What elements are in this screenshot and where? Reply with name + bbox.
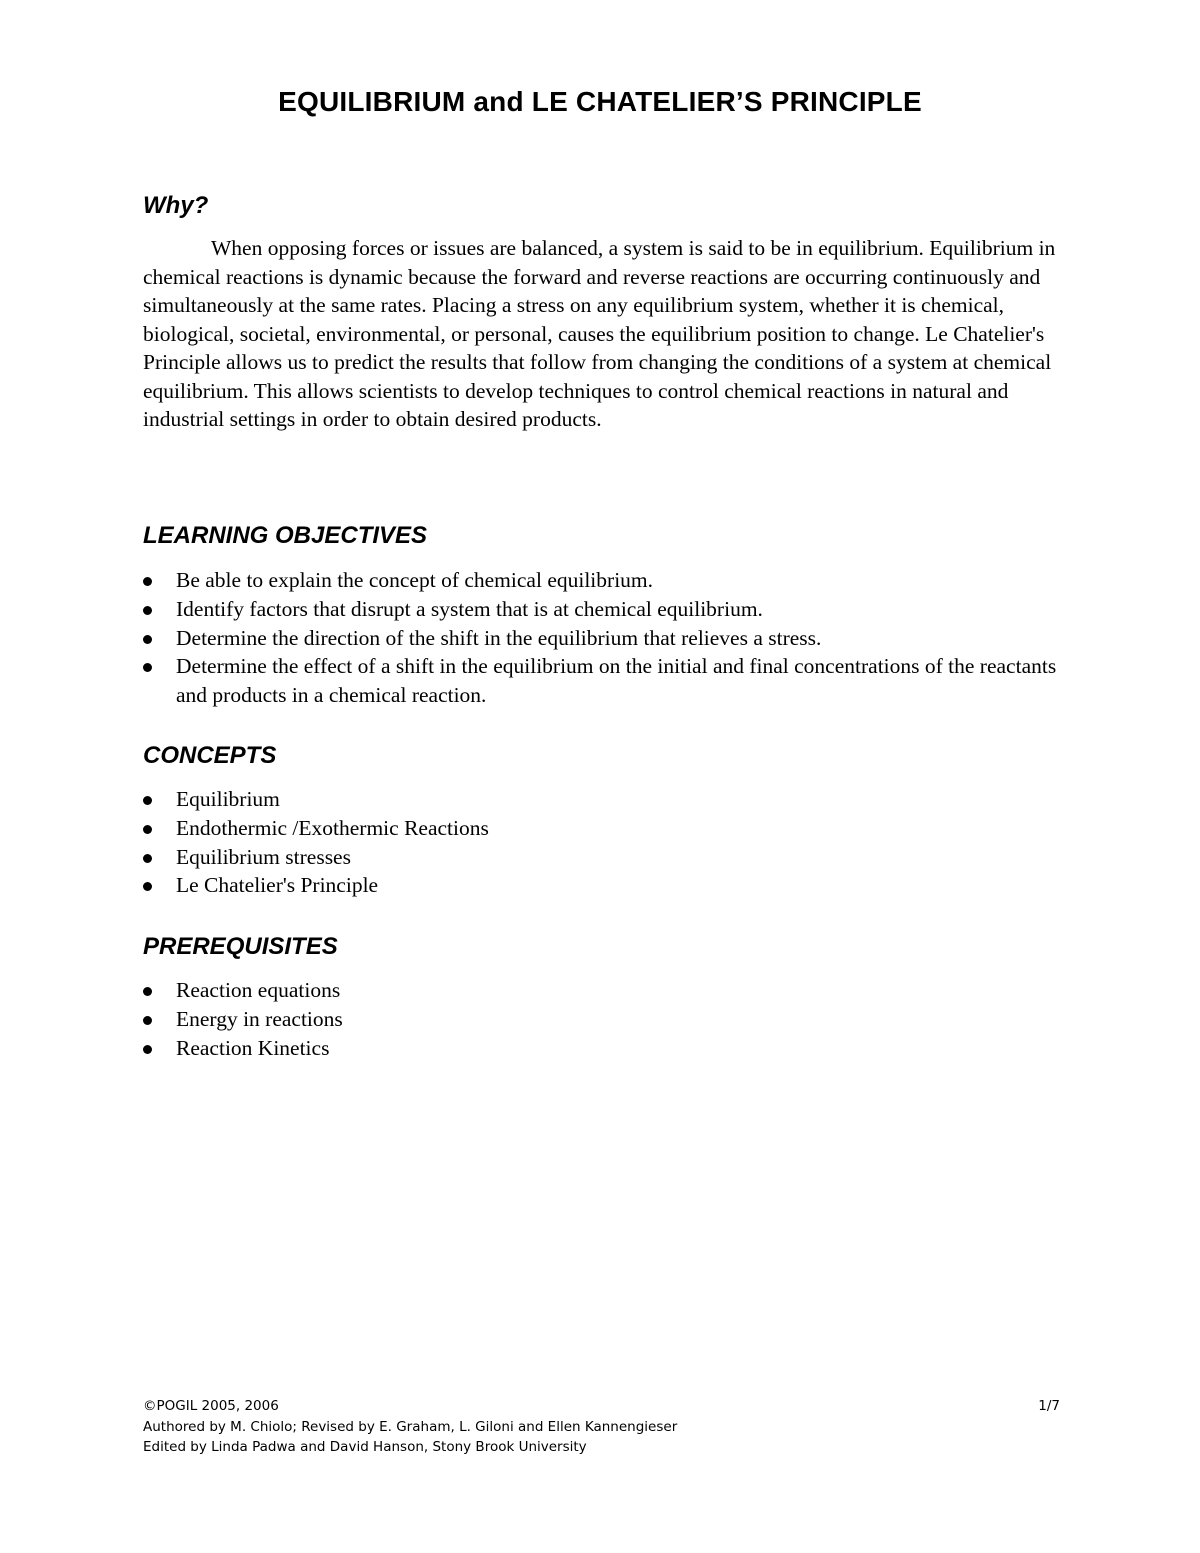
learning-objectives-heading: LEARNING OBJECTIVES <box>143 522 428 549</box>
bullet-icon <box>143 796 152 805</box>
list-item: Endothermic /Exothermic Reactions <box>143 814 1063 843</box>
why-paragraph: When opposing forces or issues are balanced, a system is said to be in equilibrium. Equilibrium in chemical reactions is dynamic because the forward and reverse reactions are occurring continuously and simultaneously at the same rates. Placing a stress on any equilibrium system, whether it is chemical, biological, societal, environmental, or personal, causes the equilibrium position to change. Le Chatelier's Principle allows us to predict the results that follow from changing the conditions of a system at chemical equilibrium. This allows scientists to develop techniques to control chemical reactions in natural and industrial settings in order to obtain desired products. <box>143 236 1056 431</box>
bullet-icon <box>143 635 152 644</box>
bullet-icon <box>143 1045 152 1054</box>
prerequisites-heading: PREREQUISITES <box>143 933 338 960</box>
bullet-icon <box>143 825 152 834</box>
footer-authored: Authored by M. Chiolo; Revised by E. Graham, L. Giloni and Ellen Kannengieser <box>143 1418 678 1435</box>
bullet-icon <box>143 854 152 863</box>
concepts-heading: CONCEPTS <box>143 742 277 769</box>
concepts-list <box>143 785 1063 900</box>
prerequisites-list <box>143 976 1063 1062</box>
bullet-icon <box>143 882 152 891</box>
bullet-icon <box>143 1016 152 1025</box>
bullet-icon <box>143 606 152 615</box>
learning-objectives-list <box>143 566 1063 710</box>
footer-copyright: ©POGIL 2005, 2006 <box>143 1398 279 1414</box>
why-heading: Why? <box>143 192 209 219</box>
list-item: Equilibrium stresses <box>143 843 1063 872</box>
list-item: Be able to explain the concept of chemical equilibrium. <box>143 566 1063 595</box>
list-item: Equilibrium <box>143 785 1063 814</box>
list-item: Determine the direction of the shift in the equilibrium that relieves a stress. <box>143 624 1063 653</box>
list-item: Energy in reactions <box>143 1005 1063 1034</box>
bullet-icon <box>143 987 152 996</box>
list-item: Determine the effect of a shift in the equilibrium on the initial and final concentrations of the reactants and products in a chemical reaction. <box>143 652 1063 710</box>
bullet-icon <box>143 663 152 672</box>
list-item: Reaction equations <box>143 976 1063 1005</box>
bullet-icon <box>143 577 152 586</box>
list-item: Reaction Kinetics <box>143 1034 1063 1063</box>
list-item: Le Chatelier's Principle <box>143 871 1063 900</box>
footer-page-number: 1/7 <box>1038 1398 1060 1414</box>
footer-edited: Edited by Linda Padwa and David Hanson, Stony Brook University <box>143 1439 587 1455</box>
page-footer <box>143 1396 1060 1458</box>
list-item: Identify factors that disrupt a system that is at chemical equilibrium. <box>143 595 1063 624</box>
document-title: EQUILIBRIUM and LE CHATELIER’S PRINCIPLE <box>278 86 922 117</box>
